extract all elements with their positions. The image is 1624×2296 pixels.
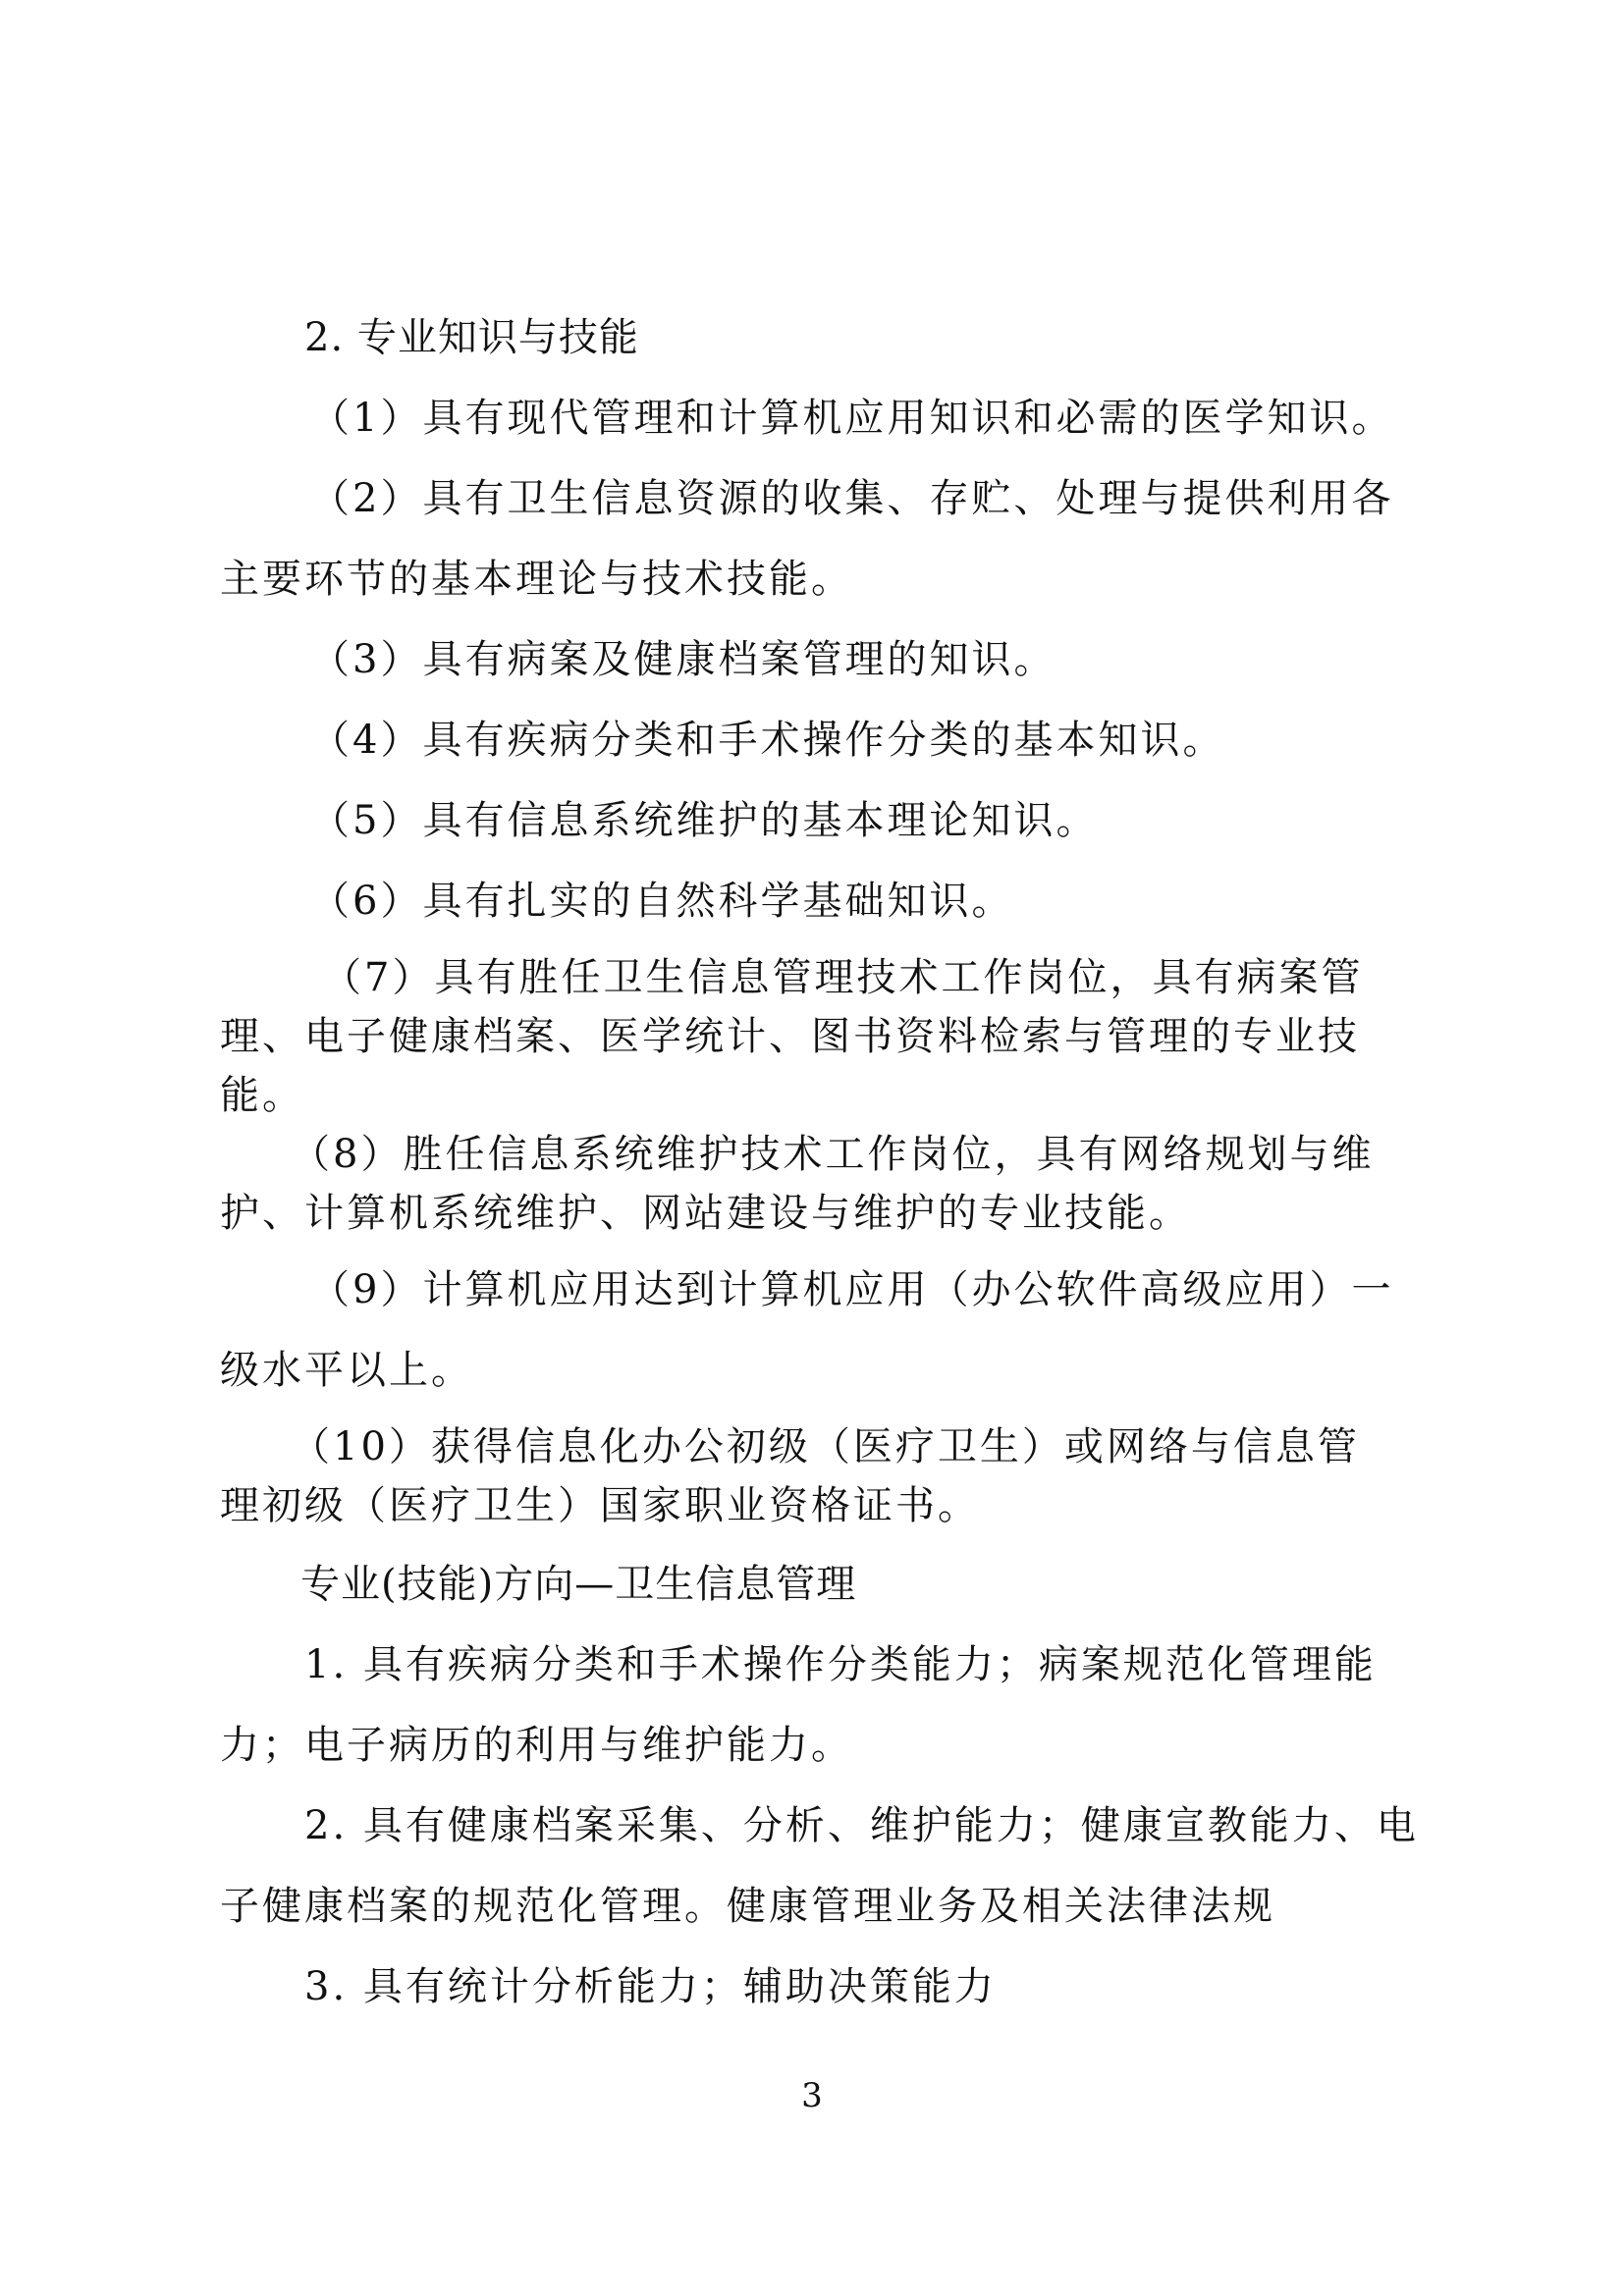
knowledge-item-8-line-1: （8）胜任信息系统维护技术工作岗位，具有网络规划与维 bbox=[291, 1132, 1375, 1177]
knowledge-item-2-line-2: 主要环节的基本理论与技术技能。 bbox=[220, 557, 853, 602]
knowledge-item-3-line-1: （3）具有病案及健康档案管理的知识。 bbox=[310, 637, 1056, 682]
knowledge-item-1-line-1: （1）具有现代管理和计算机应用知识和必需的医学知识。 bbox=[310, 396, 1394, 441]
knowledge-item-7-line-2: 理、电子健康档案、医学统计、图书资料检索与管理的专业技 bbox=[220, 1014, 1360, 1059]
direction-title: 专业(技能)方向—卫生信息管理 bbox=[300, 1562, 857, 1607]
page-number: 3 bbox=[801, 2076, 823, 2115]
knowledge-item-5-line-1: （5）具有信息系统维护的基本理论知识。 bbox=[310, 798, 1099, 843]
knowledge-item-7-line-1: （7）具有胜任卫生信息管理技术工作岗位，具有病案管 bbox=[322, 955, 1364, 1000]
knowledge-item-2-line-1: （2）具有卫生信息资源的收集、存贮、处理与提供利用各 bbox=[310, 476, 1394, 521]
section-title: 2. 专业知识与技能 bbox=[304, 315, 639, 360]
knowledge-item-9-line-1: （9）计算机应用达到计算机应用（办公软件高级应用）一 bbox=[310, 1267, 1394, 1312]
direction-item-2-line-2: 子健康档案的规范化管理。健康管理业务及相关法律法规 bbox=[220, 1884, 1275, 1929]
direction-item-1-line-1: 1. 具有疾病分类和手术操作分类能力；病案规范化管理能 bbox=[304, 1642, 1377, 1687]
direction-item-2-line-1: 2. 具有健康档案采集、分析、维护能力；健康宣教能力、电 bbox=[304, 1803, 1419, 1848]
knowledge-item-6-line-1: （6）具有扎实的自然科学基础知识。 bbox=[310, 879, 1014, 924]
direction-item-1-line-2: 力；电子病历的利用与维护能力。 bbox=[220, 1723, 853, 1768]
knowledge-item-4-line-1: （4）具有疾病分类和手术操作分类的基本知识。 bbox=[310, 718, 1225, 763]
knowledge-item-8-line-2: 护、计算机系统维护、网站建设与维护的专业技能。 bbox=[220, 1191, 1191, 1236]
direction-item-3-line-1: 3. 具有统计分析能力；辅助决策能力 bbox=[304, 1964, 997, 2009]
knowledge-item-9-line-2: 级水平以上。 bbox=[220, 1348, 473, 1393]
knowledge-item-10-line-2: 理初级（医疗卫生）国家职业资格证书。 bbox=[220, 1483, 980, 1528]
knowledge-item-7-line-3: 能。 bbox=[220, 1073, 304, 1118]
knowledge-item-10-line-1: （10）获得信息化办公初级（医疗卫生）或网络与信息管 bbox=[291, 1424, 1360, 1469]
